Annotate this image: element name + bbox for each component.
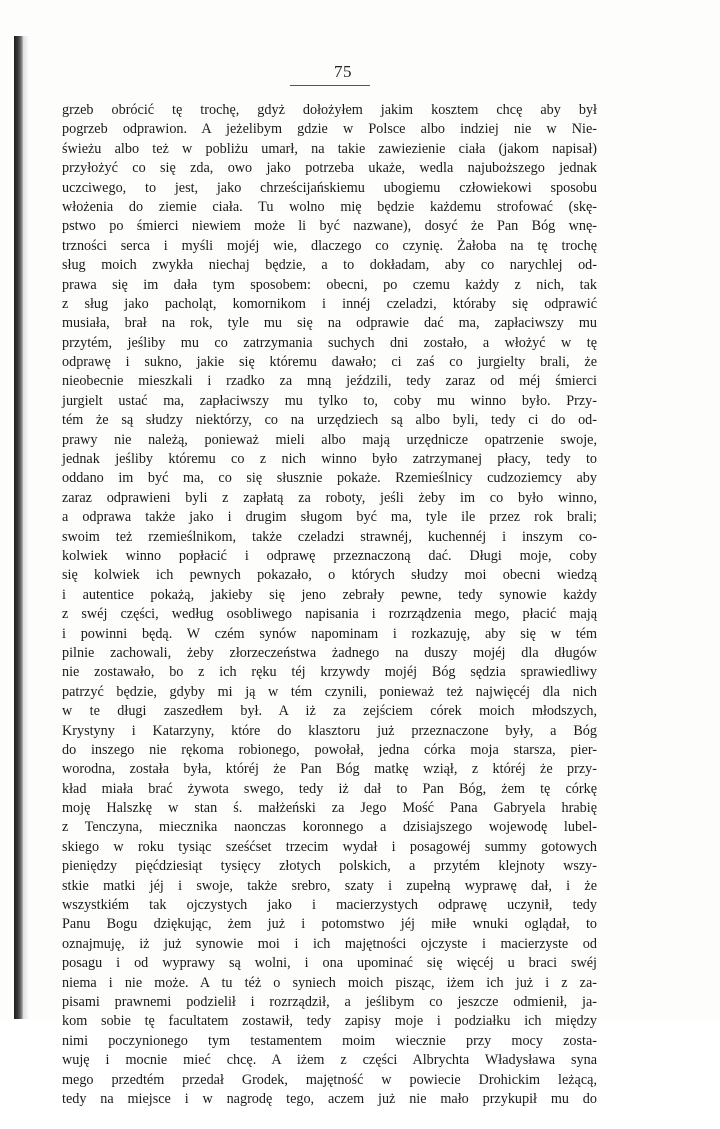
text-line: do inszego nie rękoma robionego, powołał, jedna córka moja starsza, pier-	[62, 741, 597, 758]
text-line: grzeb obrócić tę trochę, gdyż dołożyłem jakim kosztem chcę aby był	[62, 102, 597, 118]
text-line: niema i nie może. A tu téż o syniech moich pisząc, iżem ich już i z za-	[62, 974, 597, 991]
text-line: przyłożyć co się zda, owo jako potrzeba ukaże, wedla najuboższego jednak	[62, 160, 597, 177]
page-number-rule	[290, 85, 370, 86]
text-line: prawa się im dała tym sposobem: obecni, po czemu każdy z nich, tak	[62, 276, 597, 293]
text-line: uczciwego, to jest, jako chrześcijańskiemu ubogiemu człowiekowi sposobu	[62, 179, 597, 196]
text-line: i powinni będą. W czém synów napominam i rozkazuję, aby się w tém	[62, 625, 597, 642]
text-line: się kolwiek ich pewnych pokazało, o których słudzy moi obecni wiedzą	[62, 567, 597, 584]
text-line: sług moich zwykła niechaj będzie, a to dokładam, aby co narychlej od-	[62, 257, 597, 274]
text-line: nimi poczynionego tym testamentem moim wiecznie przy mocy zosta-	[62, 1032, 597, 1049]
text-line: pieniędzy pięćdziesiąt tysięcy złotych polskich, a przytém klejnoty wszy-	[62, 858, 597, 875]
text-line: kład miała brać żywota swego, tedy iż dał to Pan Bóg, żem tę córkę	[62, 780, 597, 797]
text-line: w te długi zaszedłem był. A iż za zejściem córek moich młodszych,	[62, 703, 597, 720]
text-line: kolwiek winno popłacić i odprawę przeznaczoną dać. Długi moje, coby	[62, 547, 597, 564]
text-line: nieobecnie mieszkali i rzadko za mną jeździli, tedy zaraz od méj śmierci	[62, 373, 597, 390]
text-line: oznajmuję, iż już synowie moi i ich majętności ojczyste i macierzyste od	[62, 935, 597, 952]
text-line: odprawę i sukno, jakie się któremu dawało; ci zaś co jurgielty brali, że	[62, 354, 597, 371]
text-line: wuję i mocnie mieć chcę. A iżem z części Albrychta Władysława syna	[62, 1052, 597, 1069]
text-line: pstwo po śmierci niewiem może li być nazwane), dosyć że Pan Bóg wnę-	[62, 218, 597, 235]
body-text	[62, 101, 597, 1129]
text-line: trzności serca i myśli mojéj wie, dlaczego co czynię. Żałoba na tę trochę	[62, 237, 597, 254]
text-line: zaraz odprawieni byli z zapłatą za roboty, jeśli żeby im co było winno,	[62, 489, 597, 506]
text-line: tedy na miejsce i w nagrodę tego, aczem już nie mało przykupił mu do	[62, 1090, 597, 1107]
text-line: pilnie zachowali, żeby złorzeczeństwa żadnego na duszy mojéj dla długów	[62, 644, 597, 661]
text-line: patrzyć będzie, gdyby mi ją w tém czynili, ponieważ też najwięcéj dla nich	[62, 683, 597, 700]
text-line: musiała, brał na rok, tyle mu się na odprawie dać ma, zapłaciwszy mu	[62, 315, 597, 332]
page-number: 75	[334, 62, 352, 81]
text-line: z swéj części, według osobliwego napisania i rozrządzenia mego, płacić mają	[62, 606, 597, 623]
text-line: moję Halszkę w stan ś. małżeński za Jego Mość Pana Gabryela hrabię	[62, 800, 597, 817]
text-line: włożenia do ziemie ciała. Tu wolno mię będzie każdemu strofować (skę-	[62, 198, 597, 215]
text-line: jednak jeśliby któremu co z nich winno było zatrzymanej płacy, tedy to	[62, 451, 597, 468]
text-line: wszystkiém tak ojczystych jako i macierzystych odprawę uczynił, tedy	[62, 897, 597, 914]
text-line: a odprawa także jako i drugim sługom być ma, tyle ile przez rok brali;	[62, 509, 597, 526]
text-line: Panu Bogu dziękując, żem już i potomstwo jéj miłe wnuki oglądał, to	[62, 916, 597, 933]
text-line: stkie matki jéj i swoje, także srebro, szaty i zupełną wyprawę dał, i że	[62, 877, 597, 894]
binding-edge	[14, 36, 23, 1019]
text-line: oddano im być ma, co się słusznie pokaże. Rzemieślnicy cudzoziemcy aby	[62, 470, 597, 487]
binding-shadow	[23, 36, 29, 1019]
text-line: tém że są słudzy niektórzy, co na urzędziech są albo byli, tedy ci do od-	[62, 412, 597, 429]
text-line: nie zostawało, bo z ich ręku téj krzywdy mojéj Bóg sędzia sprawiedliwy	[62, 664, 597, 681]
text-line: worodna, została była, któréj że Pan Bóg matkę wziął, z któréj że przy-	[62, 761, 597, 778]
text-line: prawy nie należą, ponieważ mieli albo mają urzędnicze opatrzenie swoje,	[62, 431, 597, 448]
text-line: skiego w roku tysiąc sześćset trzecim wydał i posagowéj summy gotowych	[62, 838, 597, 855]
text-line: i autentice pokażą, jakieby się jeno zebrały pewne, tedy synowie każdy	[62, 586, 597, 603]
text-line: mego przedtém przedał Grodek, majętność w powiecie Drohickim leżącą,	[62, 1071, 597, 1088]
text-line: swoim też rzemieślnikom, także czeladzi strawnéj, kuchennéj i inszym co-	[62, 528, 597, 545]
text-line: przytém, jeśliby mu co zatrzymania suchych dni zostało, a włożyć w tę	[62, 334, 597, 351]
text-line: z Tenczyna, miecznika naonczas koronnego a dzisiajszego wojewodę lubel-	[62, 819, 597, 836]
text-line: posagu i od wyprawy są wolni, i ona upominać się więcéj u braci swéj	[62, 955, 597, 972]
text-line: z sług jako pacholąt, komornikom i innéj czeladzi, któraby się odprawić	[62, 295, 597, 312]
text-line: świeżu albo też w pobliżu umarł, na takie zawiezienie ciała (jakom napisał)	[62, 140, 597, 157]
text-line	[62, 1109, 597, 1128]
text-line: jurgielt ustać ma, zapłaciwszy mu tylko to, coby mu winno było. Przy-	[62, 392, 597, 409]
text-line: pisami prawnemi podzielił i rozrządził, a jeślibym co jeszcze odmienił, ja-	[62, 993, 597, 1010]
text-line: Krystyny i Katarzyny, które do klasztoru już przeznaczone były, a Bóg	[62, 722, 597, 739]
text-line: pogrzeb odprawion. A jeżelibym gdzie w Polsce albo indziej nie w Nie-	[62, 121, 597, 138]
text-line: kom sobie tę facultatem zostawił, tedy zapisy moje i podziałku ich między	[62, 1013, 597, 1030]
